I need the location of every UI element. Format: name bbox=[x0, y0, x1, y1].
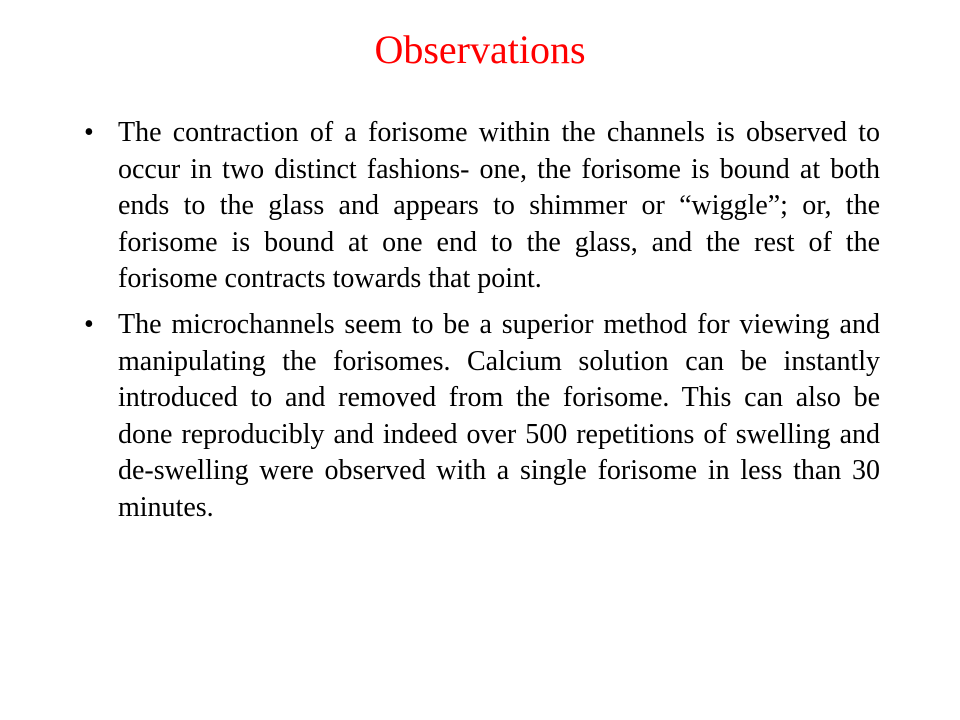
bullet-list bbox=[78, 115, 880, 536]
bullet-text: The microchannels seem to be a superior method for viewing and manipulating the forisomes. Calcium solution can be instantly introduced to and removed from the forisome. This can also be done reproducibly and indeed over 500 repetitions of swelling and de-swelling were observed with a single forisome in less than 30 minutes. bbox=[118, 308, 880, 523]
bullet-marker: • bbox=[84, 117, 94, 148]
bullet-text: The contraction of a forisome within the channels is observed to occur in two distinct fashions- one, the forisome is bound at both ends to the glass and appears to shimmer or “wiggle”; or, the forisome is bound at one end to the glass, and the rest of the forisome contracts towards that point. bbox=[118, 117, 880, 295]
bullet-item bbox=[78, 307, 880, 527]
bullet-marker: • bbox=[84, 308, 94, 340]
bullet-item bbox=[78, 115, 880, 298]
slide-title: Observations bbox=[374, 27, 586, 72]
